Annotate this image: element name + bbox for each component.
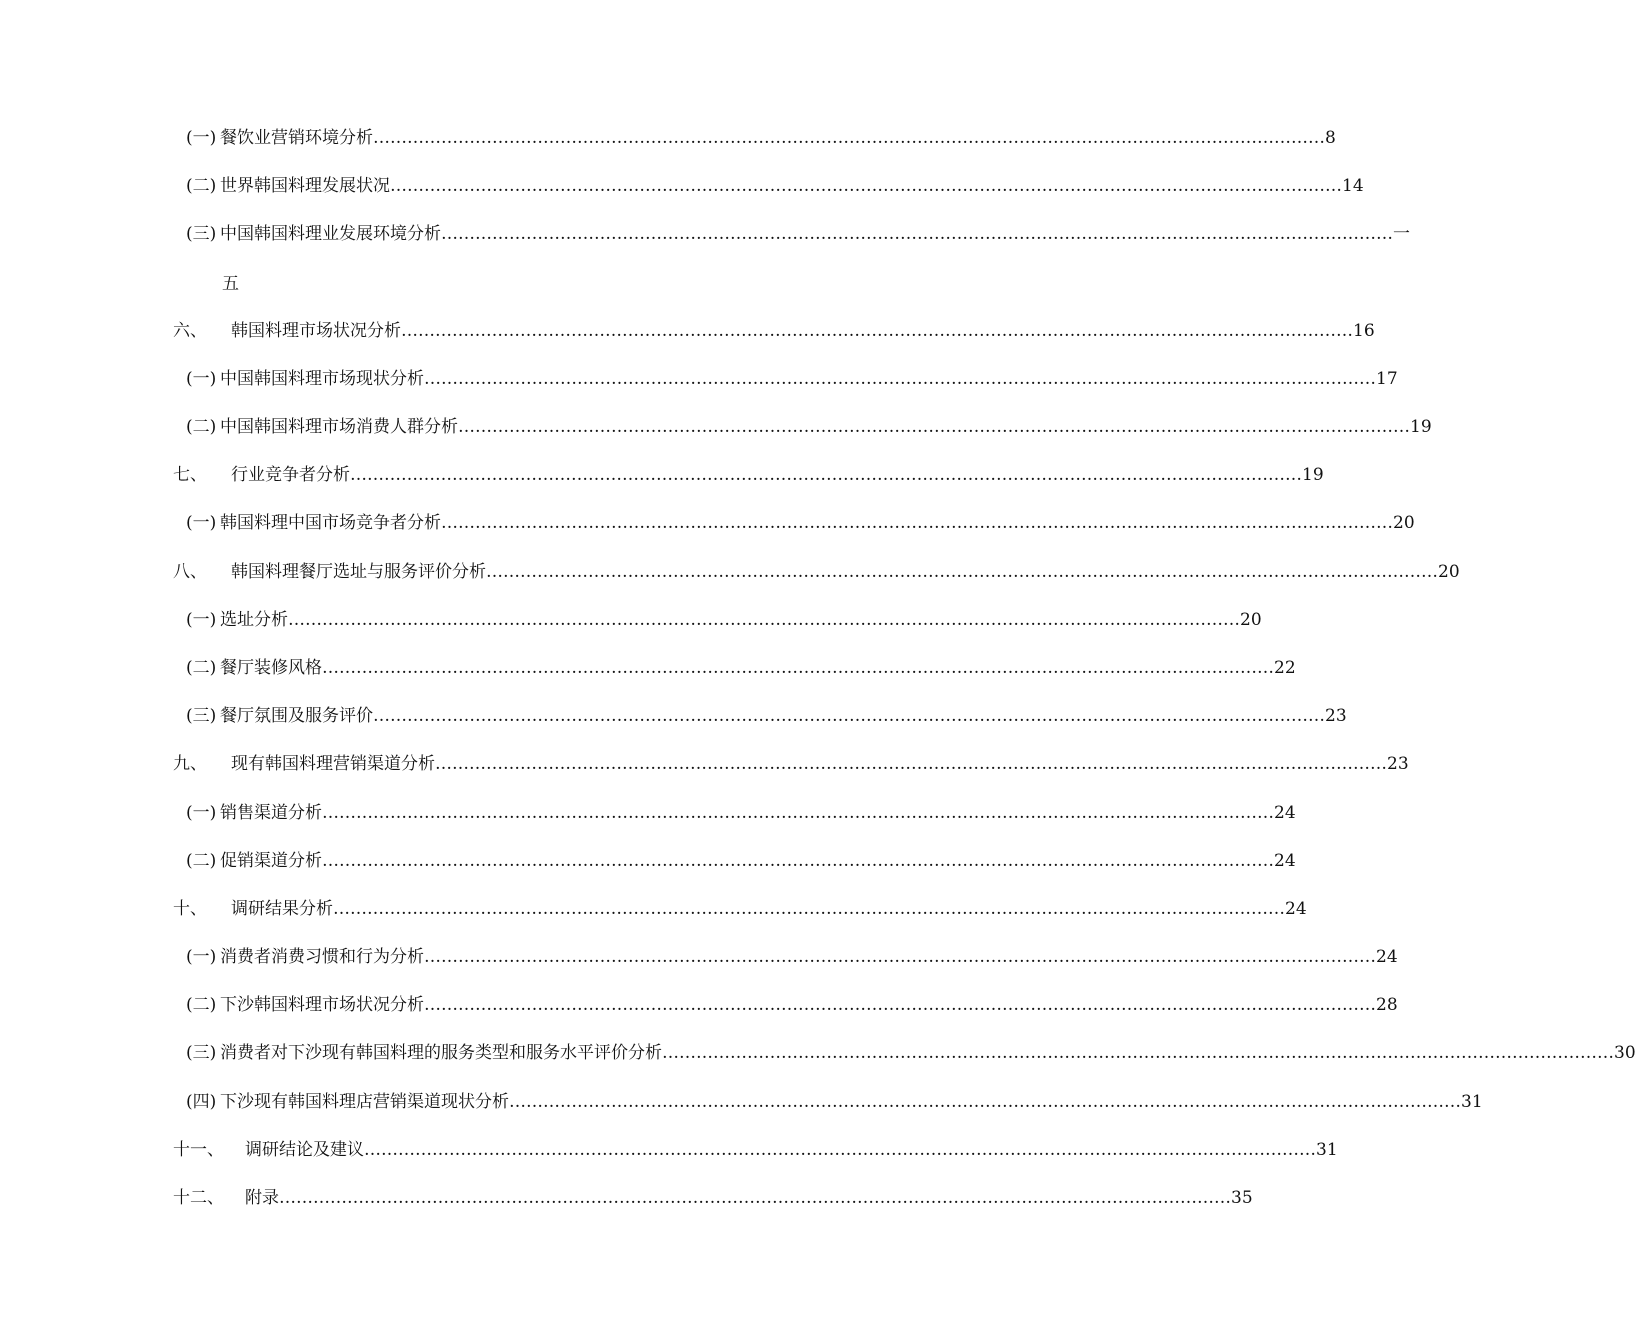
toc-entry-title: 附录 — [245, 1188, 279, 1208]
toc-entry — [186, 511, 1415, 535]
toc-entry-title: 选址分析 — [220, 610, 288, 630]
toc-continuation: 五 — [222, 274, 239, 294]
toc-leader-dots: …………………………………………………………………………………………………………………………………………………… — [350, 465, 1302, 485]
toc-entry-title: 消费者消费习惯和行为分析 — [220, 947, 424, 967]
toc-entry-number: (一) — [186, 513, 217, 533]
toc-entry-title: 韩国料理市场状况分析 — [231, 321, 401, 341]
toc-leader-dots: …………………………………………………………………………………………………………………………………………………… — [486, 562, 1438, 582]
toc-entry-page: 16 — [1353, 321, 1375, 341]
toc-entry-number: (三) — [186, 1043, 217, 1063]
toc-entry — [173, 1138, 1338, 1162]
toc-entry-page: 31 — [1461, 1092, 1483, 1112]
toc-leader-dots: …………………………………………………………………………………………………………………………………………………… — [364, 1140, 1316, 1160]
toc-entry-number: 十二、 — [173, 1188, 224, 1208]
toc-entry — [186, 174, 1364, 198]
toc-entry-page: 24 — [1274, 803, 1296, 823]
toc-entry-number: (一) — [186, 369, 217, 389]
toc-entry-page: 35 — [1231, 1188, 1253, 1208]
toc-entry — [173, 319, 1375, 343]
toc-entry-page: 19 — [1302, 465, 1324, 485]
toc-entry-number: (一) — [186, 947, 217, 967]
toc-entry-number: (二) — [186, 417, 217, 437]
toc-entry-number: 十、 — [173, 899, 207, 919]
toc-entry-number: (二) — [186, 658, 217, 678]
toc-entry-title: 促销渠道分析 — [220, 851, 322, 871]
toc-entry-title: 中国韩国料理业发展环境分析 — [220, 224, 441, 244]
toc-entry-number: (三) — [186, 224, 217, 244]
toc-entry-title: 餐厅装修风格 — [220, 658, 322, 678]
toc-entry — [186, 1090, 1483, 1114]
toc-entry-number: (四) — [186, 1092, 217, 1112]
toc-entry — [173, 752, 1409, 776]
toc-entry-title: 下沙韩国料理市场状况分析 — [220, 995, 424, 1015]
toc-entry-number: (二) — [186, 995, 217, 1015]
toc-entry-number: (一) — [186, 128, 217, 148]
toc-leader-dots: …………………………………………………………………………………………………………………………………………………… — [333, 899, 1285, 919]
toc-entry-title: 餐饮业营销环境分析 — [220, 128, 373, 148]
toc-entry-title: 中国韩国料理市场现状分析 — [220, 369, 424, 389]
toc-entry-page: 30 — [1614, 1043, 1636, 1063]
toc-entry — [186, 415, 1432, 439]
toc-entry-title: 销售渠道分析 — [220, 803, 322, 823]
toc-entry-title: 消费者对下沙现有韩国料理的服务类型和服务水平评价分析 — [220, 1043, 662, 1063]
toc-entry-title: 行业竞争者分析 — [231, 465, 350, 485]
toc-leader-dots: …………………………………………………………………………………………………………………………………………………… — [441, 224, 1393, 244]
toc-entry — [173, 1186, 1253, 1210]
toc-leader-dots: …………………………………………………………………………………………………………………………………………………… — [458, 417, 1410, 437]
toc-entry-number: 十一、 — [173, 1140, 224, 1160]
toc-entry-page: 20 — [1393, 513, 1415, 533]
toc-entry-page: 19 — [1410, 417, 1432, 437]
toc-entry-page: 17 — [1376, 369, 1398, 389]
toc-entry-page: 22 — [1274, 658, 1296, 678]
toc-entry-page: 14 — [1342, 176, 1364, 196]
toc-entry-title: 餐厅氛围及服务评价 — [220, 706, 373, 726]
toc-entry-number: (二) — [186, 851, 217, 871]
toc-leader-dots: …………………………………………………………………………………………………………………………………………………… — [435, 754, 1387, 774]
toc-entry — [173, 560, 1460, 584]
toc-entry-page: 28 — [1376, 995, 1398, 1015]
toc-entry — [186, 126, 1336, 150]
toc-leader-dots: …………………………………………………………………………………………………………………………………………………… — [373, 128, 1325, 148]
toc-entry — [186, 1041, 1636, 1065]
toc-entry — [186, 656, 1296, 680]
toc-leader-dots: …………………………………………………………………………………………………………………………………………………… — [373, 706, 1325, 726]
toc-entry-number: (二) — [186, 176, 217, 196]
toc-entry-page: 20 — [1240, 610, 1262, 630]
toc-entry-title: 世界韩国料理发展状况 — [220, 176, 390, 196]
toc-entry-title: 调研结论及建议 — [245, 1140, 364, 1160]
toc-entry — [186, 945, 1398, 969]
toc-entry-page: 23 — [1325, 706, 1347, 726]
toc-entry-number: 七、 — [173, 465, 207, 485]
toc-entry-title: 下沙现有韩国料理店营销渠道现状分析 — [220, 1092, 509, 1112]
toc-leader-dots: …………………………………………………………………………………………………………………………………………………… — [322, 803, 1274, 823]
toc-entry-number: 六、 — [173, 321, 207, 341]
toc-entry — [186, 367, 1398, 391]
toc-leader-dots: …………………………………………………………………………………………………………………………………………………… — [441, 513, 1393, 533]
toc-entry — [186, 222, 1410, 246]
toc-leader-dots: …………………………………………………………………………………………………………………………………………………… — [424, 369, 1376, 389]
toc-entry-page: 一 — [1393, 224, 1410, 244]
toc-leader-dots: …………………………………………………………………………………………………………………………………………………… — [424, 995, 1376, 1015]
toc-leader-dots: …………………………………………………………………………………………………………………………………………………… — [401, 321, 1353, 341]
toc-entry-page: 20 — [1438, 562, 1460, 582]
toc-leader-dots: …………………………………………………………………………………………………………………………………………………… — [322, 851, 1274, 871]
toc-entry — [173, 463, 1324, 487]
toc-entry-page: 23 — [1387, 754, 1409, 774]
toc-entry-title: 韩国料理餐厅选址与服务评价分析 — [231, 562, 486, 582]
toc-entry-number: (一) — [186, 610, 217, 630]
toc-leader-dots: …………………………………………………………………………………………………………………………………………………… — [390, 176, 1342, 196]
toc-entry — [186, 993, 1398, 1017]
toc-leader-dots: …………………………………………………………………………………………………………………………………………………… — [424, 947, 1376, 967]
toc-entry-number: 八、 — [173, 562, 207, 582]
toc-leader-dots: …………………………………………………………………………………………………………………………………………………… — [322, 658, 1274, 678]
toc-entry-title: 调研结果分析 — [231, 899, 333, 919]
toc-entry-number: (三) — [186, 706, 217, 726]
toc-leader-dots: …………………………………………………………………………………………………………………………………………………… — [509, 1092, 1461, 1112]
toc-entry-title: 中国韩国料理市场消费人群分析 — [220, 417, 458, 437]
toc-entry-page: 24 — [1274, 851, 1296, 871]
toc-leader-dots: …………………………………………………………………………………………………………………………………………………… — [279, 1188, 1231, 1208]
toc-entry — [173, 897, 1307, 921]
toc-entry-page: 8 — [1325, 128, 1336, 148]
toc-entry-number: (一) — [186, 803, 217, 823]
toc-entry-page: 31 — [1316, 1140, 1338, 1160]
toc-entry — [186, 849, 1296, 873]
toc-entry-title: 现有韩国料理营销渠道分析 — [231, 754, 435, 774]
toc-entry — [186, 801, 1296, 825]
toc-entry — [186, 704, 1347, 728]
toc-leader-dots: …………………………………………………………………………………………………………………………………………………… — [288, 610, 1240, 630]
toc-entry-title: 韩国料理中国市场竞争者分析 — [220, 513, 441, 533]
toc-leader-dots: …………………………………………………………………………………………………………………………………………………… — [662, 1043, 1614, 1063]
toc-entry — [186, 608, 1262, 632]
toc-entry-number: 九、 — [173, 754, 207, 774]
toc-entry-page: 24 — [1285, 899, 1307, 919]
toc-entry-page: 24 — [1376, 947, 1398, 967]
